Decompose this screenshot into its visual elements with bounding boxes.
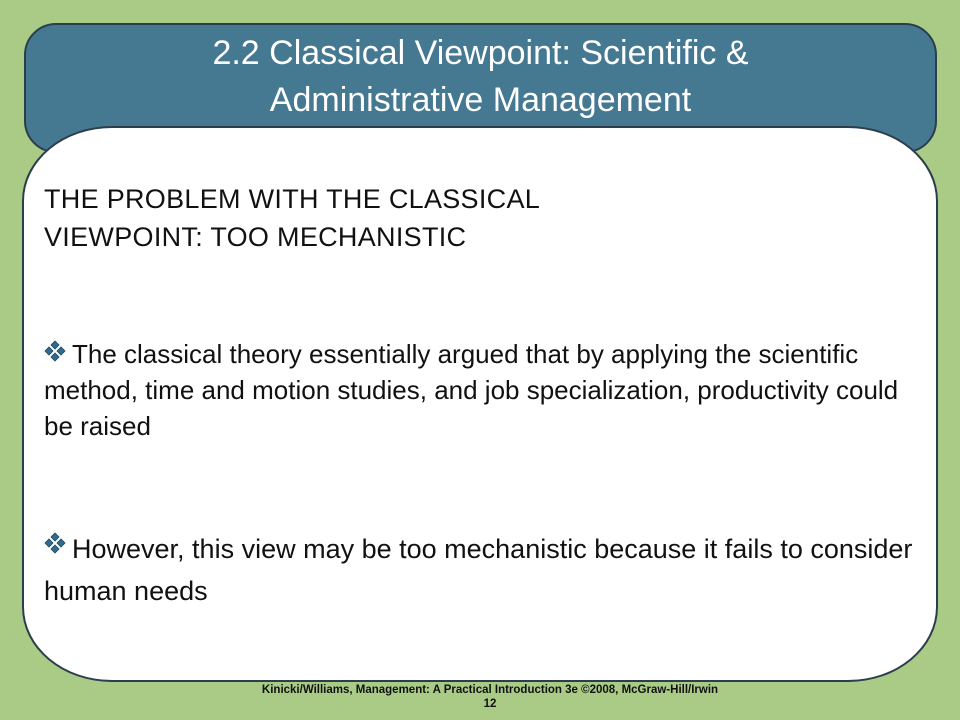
page-number: 12: [483, 698, 497, 710]
slide-title-line-2: Administrative Management: [269, 81, 692, 119]
section-heading-line-1: THE PROBLEM WITH THE CLASSICAL: [44, 184, 541, 214]
slide-title: [24, 30, 937, 124]
slide-title-line-1: 2.2 Classical Viewpoint: Scientific &: [212, 34, 749, 72]
bullet-item: [44, 528, 914, 612]
bullet-text: The classical theory essentially argued that by applying the scientific method, time and motion studies, and job specialization, productivity could be raised: [44, 339, 899, 441]
footer-citation: Kinicki/Williams, Management: A Practical Introduction 3e ©2008, McGraw-Hill/Irwin: [261, 684, 719, 696]
bullet-text: However, this view may be too mechanistic because it fails to consider human needs: [44, 534, 913, 606]
diamond-bullet-icon: [44, 532, 72, 554]
footer: [150, 683, 830, 711]
bullet-item: [44, 336, 914, 444]
section-heading: [44, 180, 884, 256]
section-heading-line-2: VIEWPOINT: TOO MECHANISTIC: [44, 222, 467, 252]
diamond-bullet-icon: [44, 340, 72, 362]
